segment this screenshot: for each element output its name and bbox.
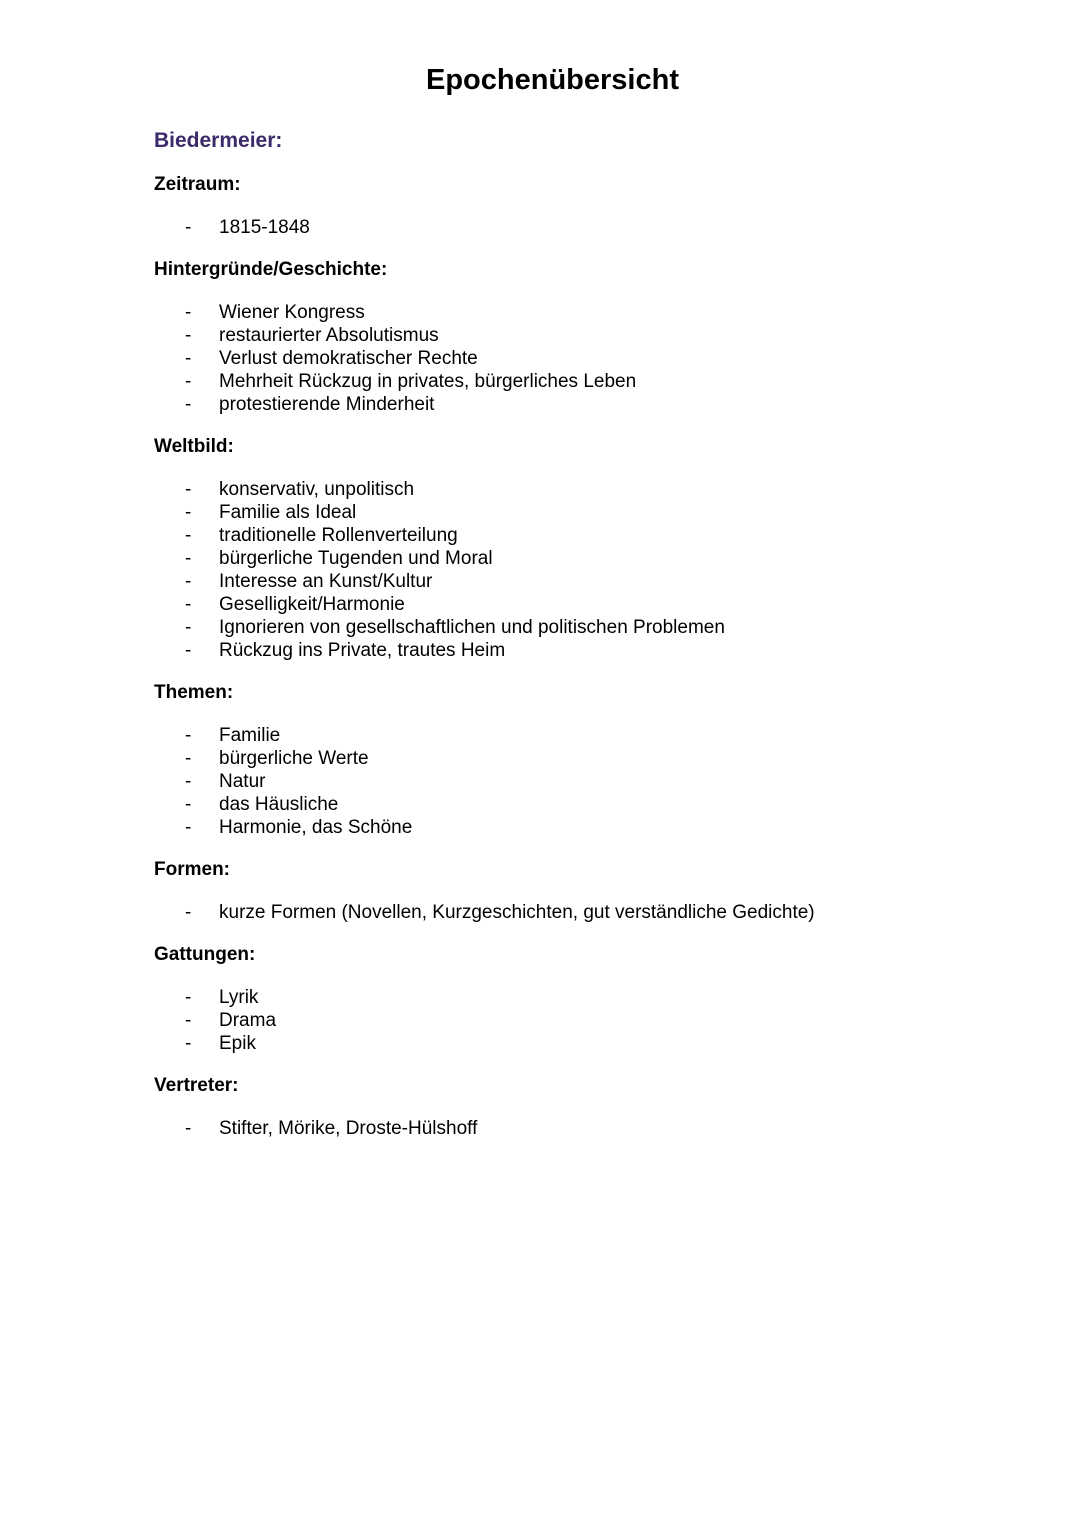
- bullet-list: [154, 216, 1034, 239]
- list-item-text: 1815-1848: [219, 217, 310, 238]
- dash-bullet: -: [185, 902, 192, 923]
- dash-bullet: -: [185, 502, 192, 523]
- list-item: [154, 347, 1034, 370]
- dash-bullet: -: [185, 217, 192, 238]
- bullet-list: [154, 901, 1034, 924]
- section-hintergruende: [154, 256, 1034, 416]
- section-heading: Gattungen:: [154, 944, 256, 965]
- list-item: [154, 1009, 1034, 1032]
- list-item: [154, 793, 1034, 816]
- list-item: [154, 770, 1034, 793]
- section-zeitraum: [154, 171, 1034, 239]
- list-item: [154, 570, 1034, 593]
- list-item: [154, 547, 1034, 570]
- list-item: [154, 616, 1034, 639]
- dash-bullet: -: [185, 571, 192, 592]
- dash-bullet: -: [185, 548, 192, 569]
- dash-bullet: -: [185, 1010, 192, 1031]
- bullet-list: [154, 986, 1034, 1055]
- section-vertreter: [154, 1072, 1034, 1140]
- list-item-text: kurze Formen (Novellen, Kurzgeschichten, gut verständliche Gedichte): [219, 902, 815, 923]
- list-item-text: Familie: [219, 725, 281, 746]
- list-item: [154, 370, 1034, 393]
- list-item-text: Stifter, Mörike, Droste-Hülshoff: [219, 1118, 478, 1139]
- section-heading: Formen:: [154, 859, 230, 880]
- bullet-list: [154, 301, 1034, 416]
- section-themen: [154, 679, 1034, 839]
- list-item-text: Rückzug ins Private, trautes Heim: [219, 640, 506, 661]
- list-item-text: protestierende Minderheit: [219, 394, 435, 415]
- bullet-list: [154, 478, 1034, 662]
- section-heading: Themen:: [154, 682, 234, 703]
- list-item: [154, 747, 1034, 770]
- page-title: Epochenübersicht: [426, 64, 679, 96]
- list-item: [154, 724, 1034, 747]
- dash-bullet: -: [185, 725, 192, 746]
- bullet-list: [154, 724, 1034, 839]
- list-item: [154, 1032, 1034, 1055]
- list-item: [154, 593, 1034, 616]
- list-item-text: restaurierter Absolutismus: [219, 325, 439, 346]
- section-heading: Hintergründe/Geschichte:: [154, 259, 388, 280]
- list-item: [154, 1117, 1034, 1140]
- list-item: [154, 816, 1034, 839]
- dash-bullet: -: [185, 987, 192, 1008]
- section-heading: Zeitraum:: [154, 174, 241, 195]
- list-item-text: bürgerliche Tugenden und Moral: [219, 548, 493, 569]
- list-item-text: Harmonie, das Schöne: [219, 817, 413, 838]
- list-item: [154, 901, 1034, 924]
- list-item-text: Verlust demokratischer Rechte: [219, 348, 478, 369]
- list-item-text: Drama: [219, 1010, 277, 1031]
- section-weltbild: [154, 433, 1034, 662]
- list-item-text: Mehrheit Rückzug in privates, bürgerliches Leben: [219, 371, 637, 392]
- list-item-text: Geselligkeit/Harmonie: [219, 594, 405, 615]
- section-heading: Vertreter:: [154, 1075, 239, 1096]
- dash-bullet: -: [185, 525, 192, 546]
- dash-bullet: -: [185, 1118, 192, 1139]
- dash-bullet: -: [185, 479, 192, 500]
- section-gattungen: [154, 941, 1034, 1055]
- list-item: [154, 524, 1034, 547]
- list-item: [154, 501, 1034, 524]
- list-item-text: Epik: [219, 1033, 256, 1054]
- list-item-text: Lyrik: [219, 987, 259, 1008]
- list-item-text: Ignorieren von gesellschaftlichen und politischen Problemen: [219, 617, 725, 638]
- list-item-text: Interesse an Kunst/Kultur: [219, 571, 433, 592]
- dash-bullet: -: [185, 617, 192, 638]
- dash-bullet: -: [185, 640, 192, 661]
- list-item: [154, 393, 1034, 416]
- list-item-text: traditionelle Rollenverteilung: [219, 525, 458, 546]
- dash-bullet: -: [185, 794, 192, 815]
- dash-bullet: -: [185, 594, 192, 615]
- list-item-text: bürgerliche Werte: [219, 748, 369, 769]
- dash-bullet: -: [185, 771, 192, 792]
- list-item-text: konservativ, unpolitisch: [219, 479, 415, 500]
- list-item: [154, 478, 1034, 501]
- document-content: [154, 127, 1034, 1157]
- list-item-text: Wiener Kongress: [219, 302, 365, 323]
- dash-bullet: -: [185, 325, 192, 346]
- bullet-list: [154, 1117, 1034, 1140]
- list-item-text: Familie als Ideal: [219, 502, 357, 523]
- dash-bullet: -: [185, 1033, 192, 1054]
- list-item: [154, 986, 1034, 1009]
- dash-bullet: -: [185, 748, 192, 769]
- dash-bullet: -: [185, 817, 192, 838]
- dash-bullet: -: [185, 302, 192, 323]
- list-item-text: Natur: [219, 771, 266, 792]
- list-item: [154, 324, 1034, 347]
- list-item: [154, 639, 1034, 662]
- dash-bullet: -: [185, 394, 192, 415]
- epoch-name: Biedermeier:: [154, 129, 283, 152]
- list-item: [154, 216, 1034, 239]
- dash-bullet: -: [185, 371, 192, 392]
- section-heading: Weltbild:: [154, 436, 234, 457]
- list-item-text: das Häusliche: [219, 794, 339, 815]
- dash-bullet: -: [185, 348, 192, 369]
- list-item: [154, 301, 1034, 324]
- section-formen: [154, 856, 1034, 924]
